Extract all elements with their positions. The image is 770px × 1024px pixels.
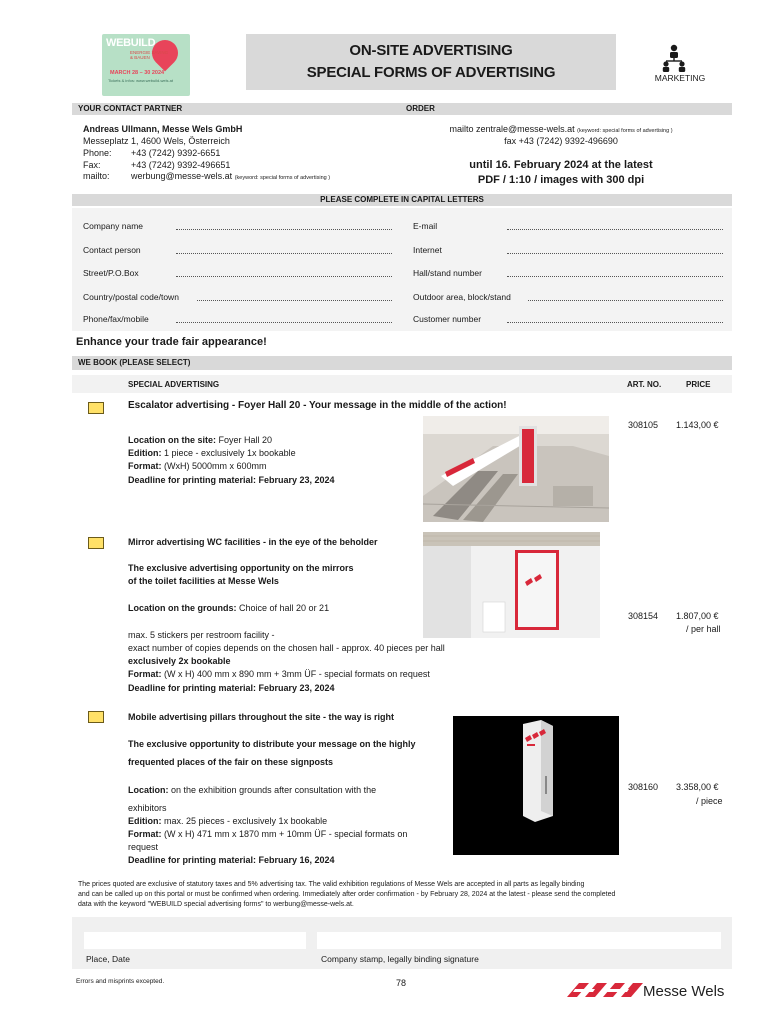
order-deadline: until 16. February 2024 at the latest <box>469 159 653 171</box>
page-title: ON-SITE ADVERTISING <box>349 42 513 59</box>
order-mail-link[interactable]: mailto zentrale@messe-wels.at <box>449 124 575 134</box>
messe-wels-logo-icon <box>565 975 645 1001</box>
country-input[interactable] <box>197 300 392 301</box>
select-checkbox-pillar[interactable] <box>88 711 104 723</box>
col-item: SPECIAL ADVERTISING <box>128 380 220 389</box>
pillar-photo <box>453 716 619 855</box>
webuild-logo <box>102 34 190 96</box>
item-location-label: Location on the site: <box>128 435 217 445</box>
place-date-input[interactable] <box>84 932 306 949</box>
advertising-pillar-illustration <box>453 716 619 855</box>
signature-input[interactable] <box>317 932 721 949</box>
contact-order-bar <box>72 103 732 115</box>
we-book-bar <box>72 356 732 370</box>
item-description-2: of the toilet facilities at Messe Wels <box>128 576 279 586</box>
item-location-line <box>128 603 329 613</box>
field-label-customer: Customer number <box>413 314 482 324</box>
field-label-contact: Contact person <box>83 245 141 255</box>
company-name-input[interactable] <box>176 229 392 230</box>
hall-stand-input[interactable] <box>507 276 723 277</box>
item-note-2: exact number of copies depends on the chosen hall - approx. 40 pieces per hall <box>128 643 445 653</box>
street-input[interactable] <box>176 276 392 277</box>
item-edition: 1 piece - exclusively 1x bookable <box>164 448 296 458</box>
item-edition-label: Edition: <box>128 816 162 826</box>
signature-box <box>72 917 732 969</box>
item-description-1: The exclusive opportunity to distribute your message on the highly <box>128 739 416 749</box>
item-format: (W x H) 400 mm x 890 mm + 3mm ÜF - special formats on request <box>164 669 430 679</box>
contact-fax: +43 (7242) 9392-496651 <box>131 160 231 170</box>
contact-company: Andreas Ullmann, Messe Wels GmbH <box>83 124 243 134</box>
item-title: Escalator advertising - Foyer Hall 20 - Your message in the middle of the action! <box>128 400 507 411</box>
item-location-label: Location: <box>128 785 169 795</box>
item-description-1: The exclusive advertising opportunity on the mirrors <box>128 563 354 573</box>
customer-number-input[interactable] <box>507 322 723 323</box>
item-format: (W x H) 471 mm x 1870 mm + 10mm ÜF - special formats on <box>164 829 408 839</box>
form-heading: PLEASE COMPLETE IN CAPITAL LETTERS <box>320 195 484 204</box>
select-checkbox-escalator[interactable] <box>88 402 104 414</box>
contact-phone-label: Phone: <box>83 148 112 158</box>
item-note-3: exclusively 2x bookable <box>128 656 231 666</box>
contact-mail-link[interactable]: werbung@messe-wels.at <box>131 171 233 181</box>
item-art-no: 308160 <box>628 782 659 792</box>
item-location: Foyer Hall 20 <box>218 435 273 445</box>
logo-subtext: ENERGIE SAVING & BAUEN <box>130 50 169 60</box>
item-price-unit: / piece <box>696 796 723 806</box>
place-date-label: Place, Date <box>86 954 130 964</box>
contact-mail-label: mailto: <box>83 171 110 181</box>
logo-info: Tickets & infos: www.webuild-wels.at <box>108 78 173 83</box>
escalator-photo <box>423 416 609 522</box>
field-label-internet: Internet <box>413 245 442 255</box>
item-location: Choice of hall 20 or 21 <box>239 603 330 613</box>
item-deadline: Deadline for printing material: February 16, 2024 <box>128 855 335 865</box>
item-location: on the exhibition grounds after consultation with the <box>171 785 377 795</box>
item-art-no: 308154 <box>628 611 659 621</box>
item-location-2: exhibitors <box>128 803 167 813</box>
form-area <box>72 208 732 331</box>
field-label-street: Street/P.O.Box <box>83 268 139 278</box>
item-price: 3.358,00 € <box>676 782 719 792</box>
order-fax: fax +43 (7242) 9392-496690 <box>504 136 618 146</box>
phone-input[interactable] <box>176 322 392 323</box>
contact-person-input[interactable] <box>176 253 392 254</box>
outdoor-area-input[interactable] <box>528 300 723 301</box>
order-format: PDF / 1:10 / images with 300 dpi <box>477 174 645 186</box>
field-label-hall: Hall/stand number <box>413 268 482 278</box>
item-price: 1.807,00 € <box>676 611 719 621</box>
field-label-outdoor: Outdoor area, block/stand <box>413 292 511 302</box>
section-tagline: Enhance your trade fair appearance! <box>76 336 267 348</box>
contact-mail-line <box>131 171 330 181</box>
item-format-line <box>128 669 430 679</box>
item-edition-line <box>128 816 327 826</box>
item-format: (WxH) 5000mm x 600mm <box>164 461 267 471</box>
item-deadline: Deadline for printing material: February 23, 2024 <box>128 475 335 485</box>
item-format-label: Format: <box>128 669 162 679</box>
order-mail-line <box>406 124 716 134</box>
contact-heading: YOUR CONTACT PARTNER <box>78 104 183 113</box>
contact-fax-label: Fax: <box>83 160 101 170</box>
errors-note: Errors and misprints excepted. <box>76 978 165 985</box>
terms-line-2: and can be called up on this portal or must be confirmed when ordering. Immediately after order confirmation - by February 28, 2024 at the latest - please send the completed <box>78 891 616 898</box>
item-location-line <box>128 785 376 795</box>
col-price: PRICE <box>686 380 711 389</box>
mirror-photo <box>423 532 600 638</box>
select-checkbox-mirror[interactable] <box>88 537 104 549</box>
item-price: 1.143,00 € <box>676 420 719 430</box>
item-format-line <box>128 829 407 839</box>
col-art-no: ART. NO. <box>627 380 662 389</box>
item-title: Mirror advertising WC facilities - in the eye of the beholder <box>128 537 378 547</box>
department-label: MARKETING <box>654 73 706 83</box>
page-number: 78 <box>396 978 407 988</box>
item-description-2: frequented places of the fair on these signposts <box>128 757 334 767</box>
item-format-line <box>128 461 267 471</box>
signature-label: Company stamp, legally binding signature <box>321 954 479 964</box>
item-art-no: 308105 <box>628 420 659 430</box>
logo-text: WEBUILD <box>106 37 156 49</box>
item-price-unit: / per hall <box>686 624 721 634</box>
item-location-line <box>128 435 272 445</box>
field-label-company: Company name <box>83 221 144 231</box>
internet-input[interactable] <box>507 253 723 254</box>
messe-wels-wordmark: Messe Wels <box>643 983 725 1000</box>
item-deadline: Deadline for printing material: February 23, 2024 <box>128 683 335 693</box>
page-title-box <box>246 34 616 90</box>
item-format-2: request <box>128 842 159 852</box>
logo-date: MARCH 28 – 30 2024 <box>110 70 165 76</box>
contact-mail-note: (keyword: special forms of advertising ) <box>234 175 331 181</box>
page-subtitle: SPECIAL FORMS OF ADVERTISING <box>306 64 556 81</box>
item-note-1: max. 5 stickers per restroom facility - <box>128 630 275 640</box>
field-label-country: Country/postal code/town <box>83 292 179 302</box>
contact-address: Messeplatz 1, 4600 Wels, Österreich <box>83 136 230 146</box>
restroom-illustration <box>423 532 600 638</box>
item-edition-line <box>128 448 296 458</box>
item-format-label: Format: <box>128 829 162 839</box>
item-title: Mobile advertising pillars throughout the site - the way is right <box>128 712 395 722</box>
order-mail-note: (keyword: special forms of advertising ) <box>577 128 673 134</box>
field-label-phone: Phone/fax/mobile <box>83 314 149 324</box>
contact-phone: +43 (7242) 9392-6651 <box>131 148 221 158</box>
email-input[interactable] <box>507 229 723 230</box>
we-book-heading: WE BOOK (PLEASE SELECT) <box>78 358 191 367</box>
order-heading: ORDER <box>406 104 435 113</box>
item-edition-label: Edition: <box>128 448 162 458</box>
field-label-email: E-mail <box>413 221 438 231</box>
table-header <box>72 375 732 393</box>
item-format-label: Format: <box>128 461 162 471</box>
item-location-label: Location on the grounds: <box>128 603 237 613</box>
item-edition: max. 25 pieces - exclusively 1x bookable <box>164 816 328 826</box>
terms-line-1: The prices quoted are exclusive of statutory taxes and 5% advertising tax. The valid exhibition regulations of Messe Wels are accepted in all parts as legally binding <box>78 881 585 888</box>
terms-line-3: data with the keyword "WEBUILD special advertising forms" to werbung@messe-wels.at. <box>78 901 354 908</box>
form-heading-bar <box>72 194 732 206</box>
terms-text <box>78 880 728 910</box>
people-hierarchy-icon <box>660 44 688 72</box>
escalator-illustration <box>423 416 609 522</box>
